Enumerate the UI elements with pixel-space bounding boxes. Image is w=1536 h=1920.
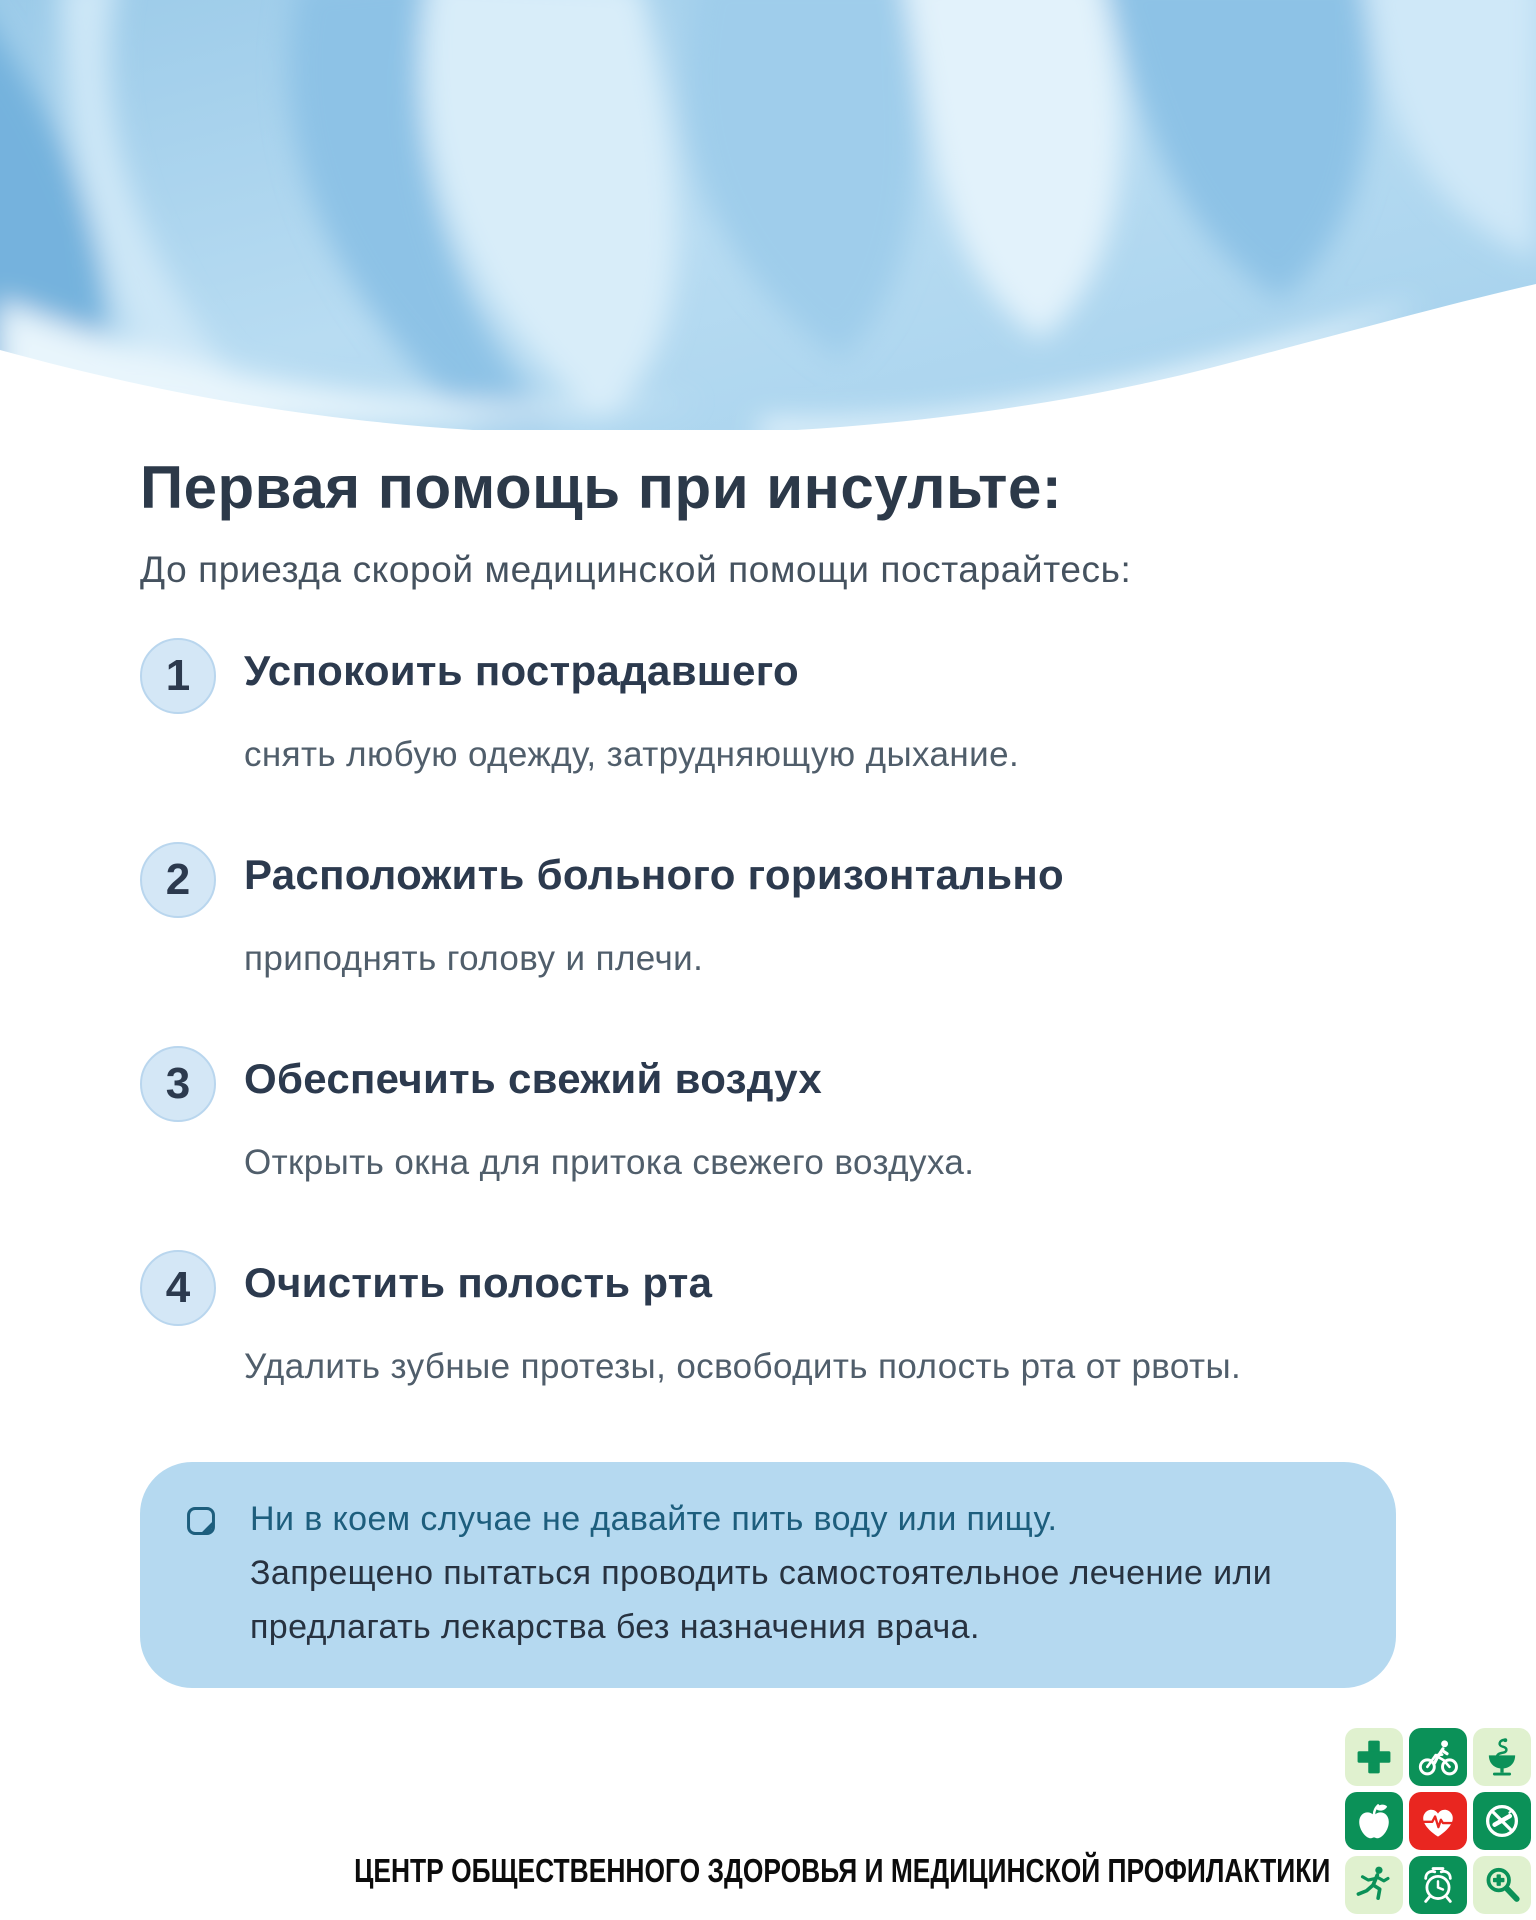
footer-organization: ЦЕНТР ОБЩЕСТВЕННОГО ЗДОРОВЬЯ И МЕДИЦИНСКОЙ ПРОФИЛАКТИКИ (353, 1852, 1330, 1889)
page-title: Первая помощь при инсульте: (140, 454, 1063, 521)
no-smoking-icon (1473, 1792, 1531, 1850)
step-body (244, 850, 1064, 982)
heart-pulse-icon (1409, 1792, 1467, 1850)
step-heading: Обеспечить свежий воздух (244, 1055, 823, 1102)
magnifier-plus-icon (1473, 1856, 1531, 1914)
silk-fabric-illustration (0, 0, 1536, 430)
step-heading: Очистить полость рта (244, 1259, 713, 1306)
step-description: снять любую одежду, затрудняющую дыхание. (244, 735, 1020, 774)
step-heading: Расположить больного горизонтально (244, 851, 1064, 898)
step-number-badge: 2 (140, 842, 216, 918)
warning-box (140, 1462, 1396, 1688)
steps-list (140, 646, 1396, 1390)
step-number-badge: 4 (140, 1250, 216, 1326)
warning-text (250, 1492, 1340, 1654)
step-item-2 (140, 850, 1396, 982)
hero-fabric-image (0, 0, 1536, 430)
page-subtitle: До приезда скорой медицинской помощи постарайтесь: (140, 549, 1132, 590)
org-logo (1345, 1728, 1531, 1914)
step-number-badge: 1 (140, 638, 216, 714)
step-description: Удалить зубные протезы, освободить полость рта от рвоты. (244, 1347, 1242, 1386)
hygieia-bowl-icon (1473, 1728, 1531, 1786)
step-number-badge: 3 (140, 1046, 216, 1122)
step-body (244, 1054, 974, 1186)
step-description: Открыть окна для притока свежего воздуха. (244, 1143, 975, 1182)
poster-content (0, 430, 1536, 1688)
step-body (244, 646, 1019, 778)
step-item-4 (140, 1258, 1396, 1390)
apple-icon (1345, 1792, 1403, 1850)
runner-icon (1345, 1856, 1403, 1914)
alarm-clock-icon (1409, 1856, 1467, 1914)
step-body (244, 1258, 1241, 1390)
note-icon (184, 1504, 228, 1543)
step-heading: Успокоить пострадавшего (244, 647, 799, 694)
warning-first-sentence: Ни в коем случае не давайте пить воду или пищу. (250, 1500, 1058, 1538)
step-item-3 (140, 1054, 1396, 1186)
cyclist-icon (1409, 1728, 1467, 1786)
step-description: приподнять голову и плечи. (244, 939, 704, 978)
medical-cross-icon (1345, 1728, 1403, 1786)
step-item-1 (140, 646, 1396, 778)
warning-rest: Запрещено пытаться проводить самостоятельное лечение или предлагать лекарства без назначения врача. (250, 1554, 1273, 1646)
